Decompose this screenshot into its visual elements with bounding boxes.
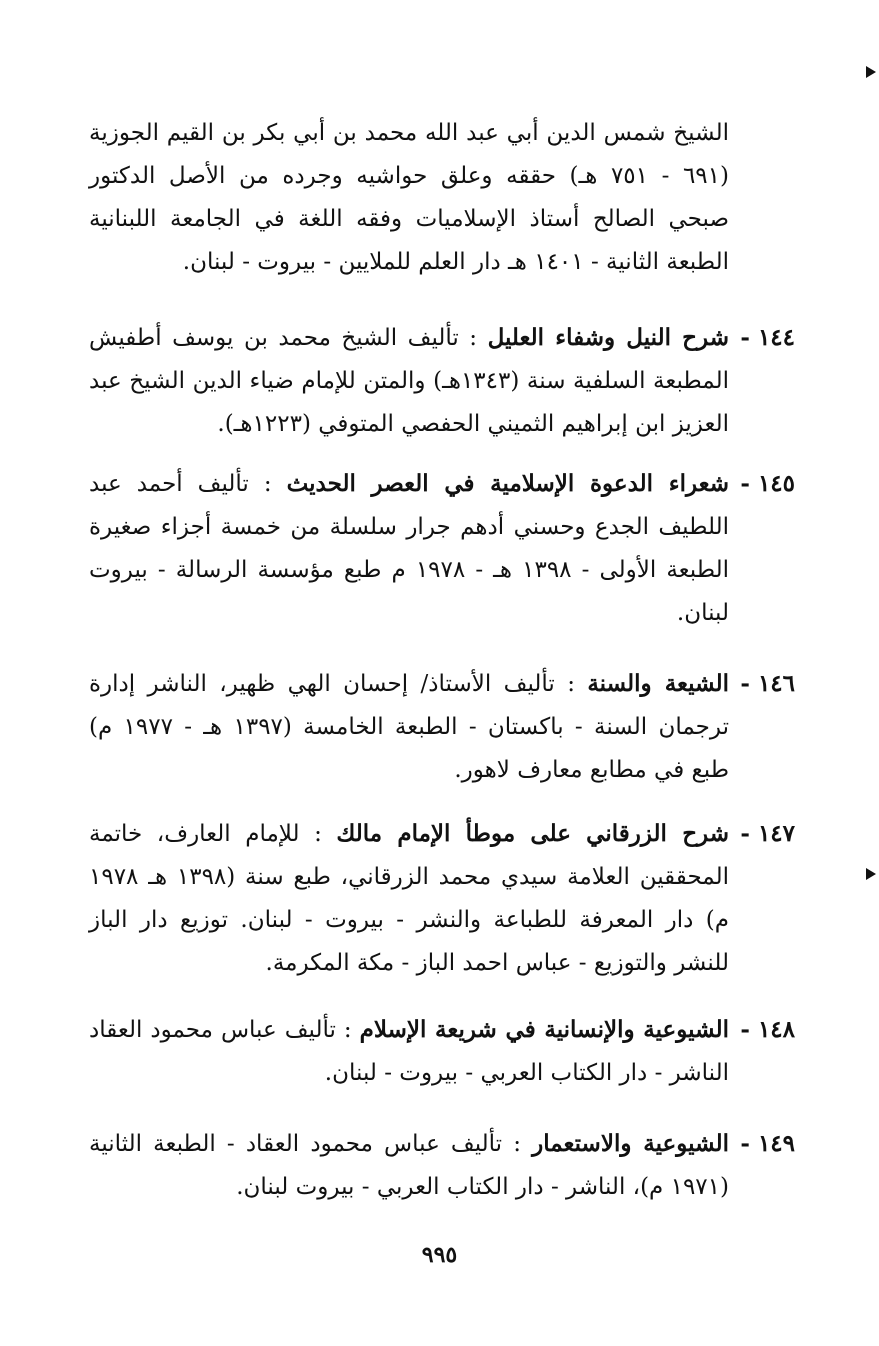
entry-number: ١٤٧ -	[740, 820, 795, 847]
page-edge-marker	[866, 66, 876, 78]
entry-title: الشيوعية والاستعمار	[532, 1130, 730, 1157]
entry-text: : تأليف عباس محمود العقاد - الطبعة الثانية (١٩٧١ م)، الناشر - دار الكتاب العربي - بيروت لبنان.	[89, 1131, 729, 1200]
page-edge-marker	[866, 868, 876, 880]
entry-body	[89, 462, 729, 635]
bibliography-entry-148	[89, 1008, 795, 1095]
entry-number: ١٤٩ -	[740, 1130, 795, 1157]
entry-number: ١٤٨ -	[740, 1016, 795, 1043]
entry-text: : للإمام العارف، خاتمة المحققين العلامة سيدي محمد الزرقاني، طبع سنة (١٣٩٨ هـ ١٩٧٨ م) دار المعرفة للطباعة والنشر - بيروت - لبنان. توزيع دار الباز للنشر والتوزيع - عباس احمد الباز - مكة المكرمة.	[89, 821, 729, 976]
entry-number: ١٤٥ -	[740, 470, 795, 497]
entry-text: : تأليف أحمد عبد اللطيف الجدع وحسني أدهم جرار سلسلة من خمسة أجزاء صغيرة الطبعة الأولى - ١٣٩٨ هـ - ١٩٧٨ م طبع مؤسسة الرسالة - بيروت لبنان.	[89, 471, 729, 626]
entry-text: : تأليف الأستاذ/ إحسان الهي ظهير، الناشر إدارة ترجمان السنة - باكستان - الطبعة الخامسة (١٣٩٧ هـ - ١٩٧٧ م) طبع في مطابع معارف لاهور.	[89, 671, 729, 783]
entry-number: ١٤٤ -	[740, 324, 795, 351]
entry-body	[89, 812, 729, 985]
entry-title: شعراء الدعوة الإسلامية في العصر الحديث	[286, 470, 730, 497]
bibliography-entry-146	[89, 662, 795, 792]
entry-text: : تأليف عباس محمود العقاد الناشر - دار الكتاب العربي - بيروت - لبنان.	[89, 1017, 729, 1086]
entry-number: ١٤٦ -	[740, 670, 795, 697]
entry-body	[89, 1122, 729, 1209]
bibliography-entry-144	[89, 316, 795, 446]
bibliography-entry-147	[89, 812, 795, 985]
entry-body	[89, 1008, 729, 1095]
entry-title: شرح الزرقاني على موطأ الإمام مالك	[336, 820, 730, 847]
bibliography-entry-145	[89, 462, 795, 635]
bibliography-entry-149	[89, 1122, 795, 1209]
entry-body	[89, 316, 729, 446]
continuation-paragraph: الشيخ شمس الدين أبي عبد الله محمد بن أبي بكر بن القيم الجوزية (٦٩١ - ٧٥١ هـ) حققه وعلق حواشيه وجرده من الأصل الدكتور صبحي الصالح أستاذ الإسلاميات وفقه اللغة في الجامعة اللبنانية الطبعة الثانية - ١٤٠١ هـ دار العلم للملايين - بيروت - لبنان.	[89, 120, 729, 275]
entry-title: الشيعة والسنة	[587, 670, 729, 697]
entry-title: الشيوعية والإنسانية في شريعة الإسلام	[359, 1016, 730, 1043]
page-number: ٩٩٥	[421, 1242, 458, 1268]
entry-title: شرح النيل وشفاء العليل	[487, 324, 729, 351]
entry-text: : تأليف الشيخ محمد بن يوسف أطفيش المطبعة السلفية سنة (١٣٤٣هـ) والمتن للإمام ضياء الدين الشيخ عبد العزيز ابن إبراهيم الثميني الحفصي المتوفي (١٢٢٣هـ).	[89, 325, 729, 437]
entry-body	[89, 662, 729, 792]
